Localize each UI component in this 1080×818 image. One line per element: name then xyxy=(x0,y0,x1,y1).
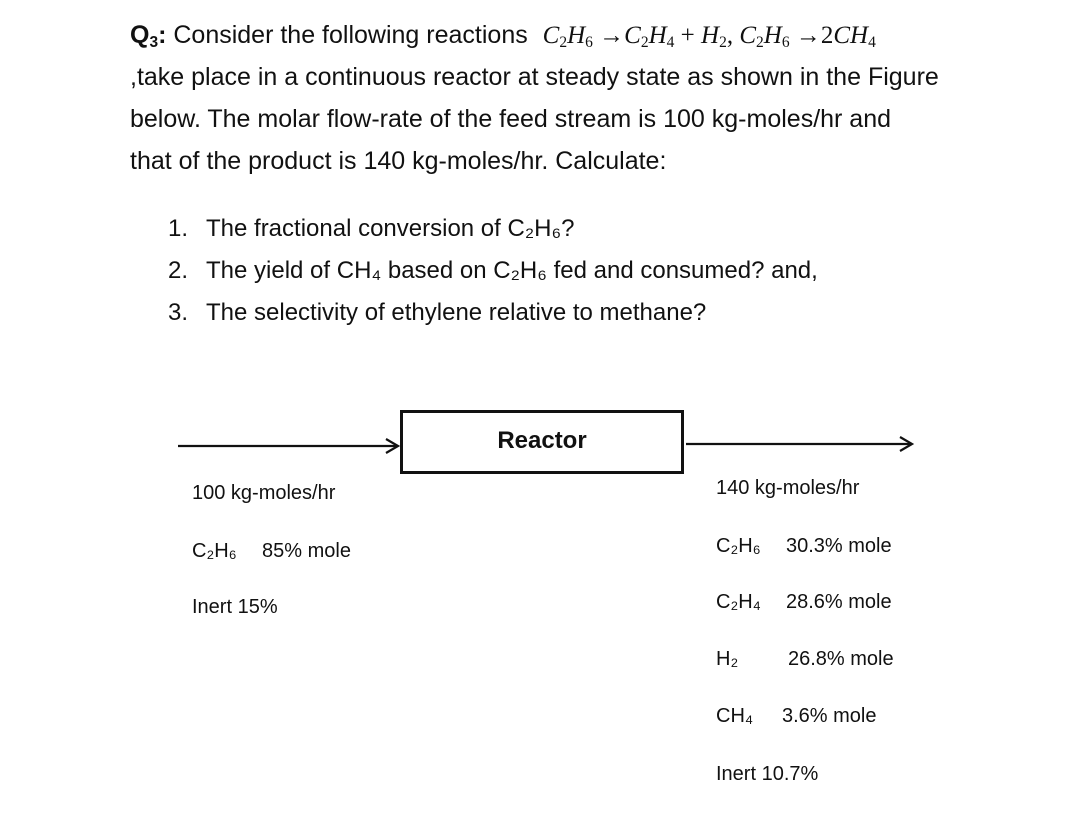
reaction-equations: $C_2H_6 \to C_2H_4 + H_2$, $C_2H_6 \to 2CH_4$ xyxy=(542,22,876,51)
component-value: 3.6% mole xyxy=(782,705,877,727)
list-number: 1. xyxy=(168,215,189,242)
component-value: 10.7% xyxy=(761,763,819,785)
component-value: 30.3% mole xyxy=(786,535,892,557)
list-number: 3. xyxy=(168,299,189,326)
feed-flow-rate: 100 kg-moles/hr xyxy=(192,482,336,504)
reactor-box xyxy=(400,410,684,474)
component-name: C₂H₆ xyxy=(716,535,761,557)
component-value: 15% xyxy=(237,596,278,618)
question-line-2: ,take place in a continuous reactor at steady state as shown in the Figure xyxy=(130,63,939,91)
product-arrow-icon xyxy=(686,434,916,454)
component-name: Inert xyxy=(192,596,233,618)
product-component xyxy=(716,763,818,786)
list-number: 2. xyxy=(168,257,189,284)
list-text: The selectivity of ethylene relative to methane? xyxy=(206,299,707,326)
list-text: The fractional conversion of C₂H₆? xyxy=(206,215,575,242)
product-component xyxy=(716,648,894,671)
product-component xyxy=(716,535,892,558)
component-name: H₂ xyxy=(716,648,739,670)
list-item xyxy=(168,208,968,250)
question-block xyxy=(130,14,1030,182)
list-item xyxy=(168,292,968,334)
component-value: 26.8% mole xyxy=(788,648,894,670)
component-name: C₂H₆ xyxy=(192,540,237,562)
list-text: The yield of CH₄ based on C₂H₆ fed and consumed? and, xyxy=(206,257,818,284)
component-name: Inert xyxy=(716,763,757,785)
question-line-4: that of the product is 140 kg-moles/hr. Calculate: xyxy=(130,147,667,175)
product-component xyxy=(716,705,877,728)
component-name: CH₄ xyxy=(716,705,754,727)
question-line-1 xyxy=(130,14,1030,56)
questions-list xyxy=(168,208,968,334)
feed-component xyxy=(192,540,351,563)
component-name: C₂H₄ xyxy=(716,591,761,613)
question-line-3: below. The molar flow-rate of the feed stream is 100 kg-moles/hr and xyxy=(130,105,892,133)
product-flow-rate: 140 kg-moles/hr xyxy=(716,477,860,499)
feed-component xyxy=(192,596,278,619)
feed-arrow-icon xyxy=(178,436,400,456)
component-value: 28.6% mole xyxy=(786,591,892,613)
reactor-label: Reactor xyxy=(497,427,587,454)
list-item xyxy=(168,250,968,292)
question-intro: Consider the following reactions xyxy=(173,21,528,49)
product-component xyxy=(716,591,892,614)
question-label: $Q_3$: xyxy=(130,21,167,51)
component-value: 85% mole xyxy=(262,540,351,562)
